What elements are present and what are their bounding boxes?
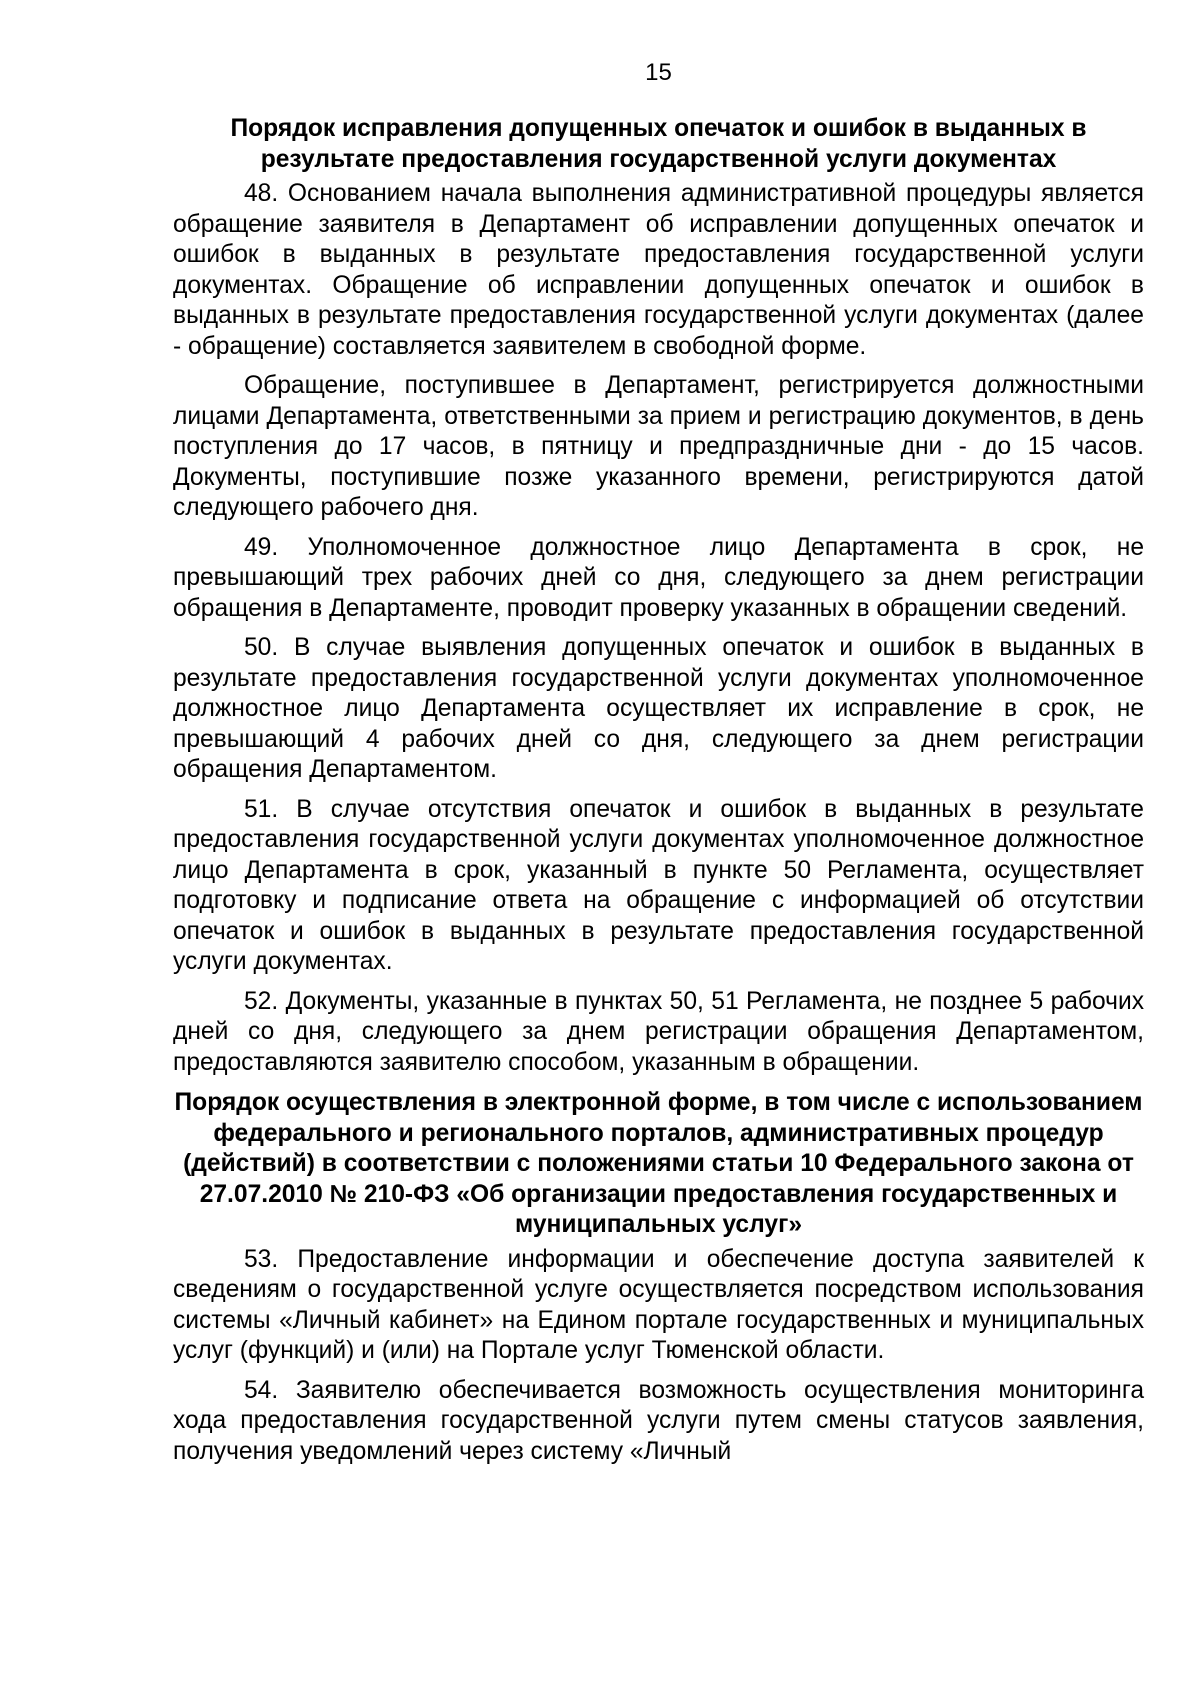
paragraph-49: 49. Уполномоченное должностное лицо Департамента в срок, не превышающий трех рабочих дней со дня, следующего за днем регистрации обращения в Департаменте, проводит проверку указанных в обращении сведений. [173, 533, 1144, 622]
section-heading-corrections: Порядок исправления допущенных опечаток и ошибок в выданных в результате предоставления государственной услуги документах [230, 115, 1087, 173]
paragraph-51: 51. В случае отсутствия опечаток и ошибок в выданных в результате предоставления государственной услуги документах уполномоченное должностное лицо Департамента в срок, указанный в пункте 50 Регламента, осуществляет подготовку и подписание ответа на обращение с информацией об отсутствии опечаток и ошибок в выданных в результате предоставления государственной услуги документах. [173, 795, 1144, 975]
paragraph-52: 52. Документы, указанные в пунктах 50, 51 Регламента, не позднее 5 рабочих дней со дня, следующего за днем регистрации обращения Департаментом, предоставляются заявителю способом, указанным в обращении. [173, 987, 1144, 1076]
paragraph-48-registration: Обращение, поступившее в Департамент, регистрируется должностными лицами Департамента, ответственными за прием и регистрацию документов, в день поступления до 17 часов, в пятницу и предпраздничные дни - до 15 часов. Документы, поступившие позже указанного времени, регистрируются датой следующего рабочего дня. [173, 372, 1144, 521]
paragraph-53: 53. Предоставление информации и обеспечение доступа заявителей к сведениям о государственной услуге осуществляется посредством использования системы «Личный кабинет» на Едином портале государственных и муниципальных услуг (функций) и (или) на Портале услуг Тюменской области. [173, 1245, 1144, 1364]
section-heading-electronic-form: Порядок осуществления в электронной форме, в том числе с использованием федерального и регионального порталов, административных процедур (действий) в соответствии с положениями статьи 10 Федерального закона от 27.07.2010 № 210-ФЗ «Об организации предоставления государственных и муниципальных услуг» [174, 1089, 1143, 1238]
paragraph-54: 54. Заявителю обеспечивается возможность осуществления мониторинга хода предоставления государственной услуги путем смены статусов заявления, получения уведомлений через систему «Личный [173, 1376, 1144, 1465]
document-body [173, 114, 1144, 1476]
paragraph-48: 48. Основанием начала выполнения административной процедуры является обращение заявителя в Департамент об исправлении допущенных опечаток и ошибок в выданных в результате предоставления государственной услуги документах. Обращение об исправлении допущенных опечаток и ошибок в выданных в результате предоставления государственной услуги документах (далее - обращение) составляется заявителем в свободной форме. [173, 180, 1144, 360]
page-number: 15 [645, 59, 672, 86]
paragraph-50: 50. В случае выявления допущенных опечаток и ошибок в выданных в результате предоставления государственной услуги документах уполномоченное должностное лицо Департамента осуществляет их исправление в срок, не превышающий 4 рабочих дней со дня, следующего за днем регистрации обращения Департаментом. [173, 634, 1144, 783]
